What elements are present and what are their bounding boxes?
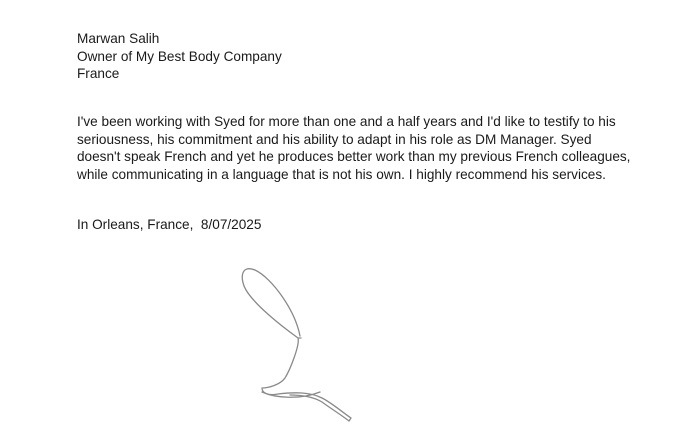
closing-place: In Orleans, France, [77,217,194,232]
closing-date: 8/07/2025 [200,217,262,232]
sender-block [77,30,282,83]
sender-title: Owner of My Best Body Company [77,48,282,64]
sender-name: Marwan Salih [77,31,160,46]
signature-stroke [242,269,351,421]
place-and-date [77,216,261,234]
letter-line: while communicating in a language that is not his own. I highly recommend his services. [77,166,606,182]
signature-icon [230,262,370,432]
sender-country: France [77,66,120,81]
letter-line: doesn't speak French and yet he produces better work than my previous French colleagues, [77,149,631,164]
letter-body [77,113,631,183]
letter-line: I've been working with Syed for more than one and a half years and I'd like to testify to his [77,114,616,129]
letter-line: seriousness, his commitment and his ability to adapt in his role as DM Manager. Syed [77,131,592,147]
